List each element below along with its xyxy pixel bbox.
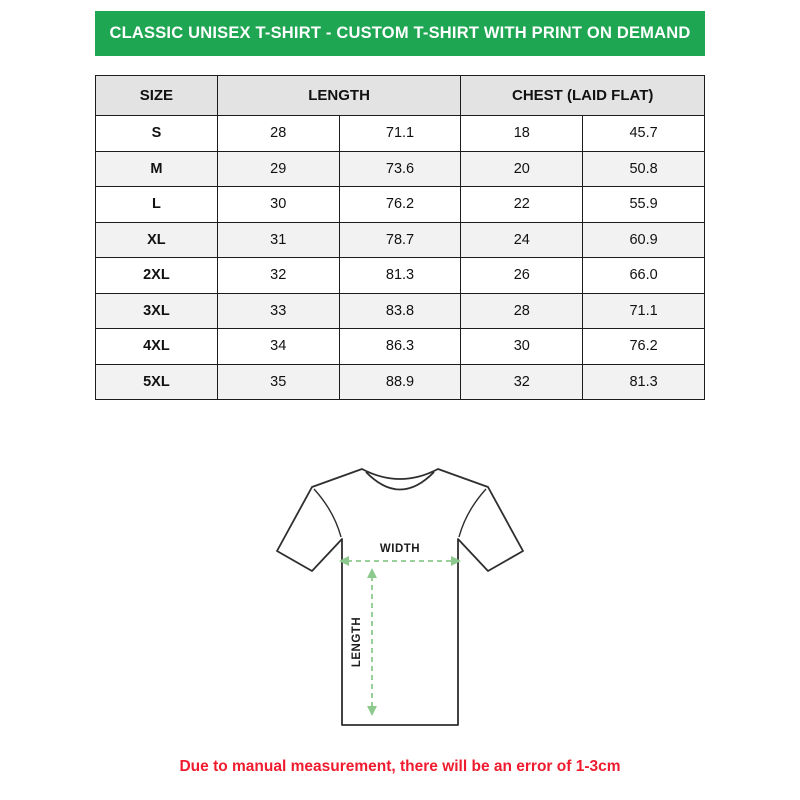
width-label: WIDTH [379,543,421,555]
tshirt-measurement-diagram [250,443,550,743]
chest-cm-cell: 60.9 [583,222,705,258]
chest-cm-cell: 66.0 [583,258,705,294]
length-in-cell: 29 [217,151,339,187]
length-label: LENGTH [351,616,363,668]
chest-in-cell: 30 [461,329,583,365]
table-row [96,151,705,187]
header-row [96,76,705,116]
size-cell: L [96,187,218,223]
length-cm-cell: 71.1 [339,116,461,152]
size-cell: 2XL [96,258,218,294]
length-in-cell: 35 [217,364,339,400]
length-cm-cell: 76.2 [339,187,461,223]
length-cm-cell: 78.7 [339,222,461,258]
chest-in-cell: 20 [461,151,583,187]
chest-cm-cell: 45.7 [583,116,705,152]
tshirt-diagram-svg [250,443,550,743]
length-cm-cell: 83.8 [339,293,461,329]
chest-cm-cell: 71.1 [583,293,705,329]
length-cm-cell: 81.3 [339,258,461,294]
length-in-cell: 32 [217,258,339,294]
table-row [96,364,705,400]
length-cm-cell: 86.3 [339,329,461,365]
chest-in-cell: 32 [461,364,583,400]
chest-in-cell: 22 [461,187,583,223]
length-in-cell: 33 [217,293,339,329]
tshirt-outline-icon [277,469,523,725]
table-row [96,329,705,365]
size-cell: M [96,151,218,187]
chest-cm-cell: 50.8 [583,151,705,187]
header-length: LENGTH [217,76,461,116]
length-in-cell: 30 [217,187,339,223]
size-cell: XL [96,222,218,258]
page-title: CLASSIC UNISEX T-SHIRT - CUSTOM T-SHIRT WITH PRINT ON DEMAND [109,24,691,42]
length-in-cell: 28 [217,116,339,152]
size-cell: 5XL [96,364,218,400]
chest-cm-cell: 81.3 [583,364,705,400]
length-cm-cell: 88.9 [339,364,461,400]
size-cell: S [96,116,218,152]
size-cell: 4XL [96,329,218,365]
table-row [96,293,705,329]
length-in-cell: 31 [217,222,339,258]
length-in-cell: 34 [217,329,339,365]
table-row [96,187,705,223]
table-row [96,222,705,258]
chest-in-cell: 28 [461,293,583,329]
chest-in-cell: 24 [461,222,583,258]
measurement-error-note: Due to manual measurement, there will be an error of 1-3cm [179,758,621,775]
chest-in-cell: 26 [461,258,583,294]
chest-in-cell: 18 [461,116,583,152]
banner [95,11,705,56]
header-chest: CHEST (LAID FLAT) [461,76,705,116]
chest-cm-cell: 55.9 [583,187,705,223]
size-chart-table [95,75,705,400]
size-cell: 3XL [96,293,218,329]
table-row [96,258,705,294]
length-cm-cell: 73.6 [339,151,461,187]
chest-cm-cell: 76.2 [583,329,705,365]
size-chart-container [95,75,705,400]
header-size: SIZE [96,76,218,116]
table-row [96,116,705,152]
